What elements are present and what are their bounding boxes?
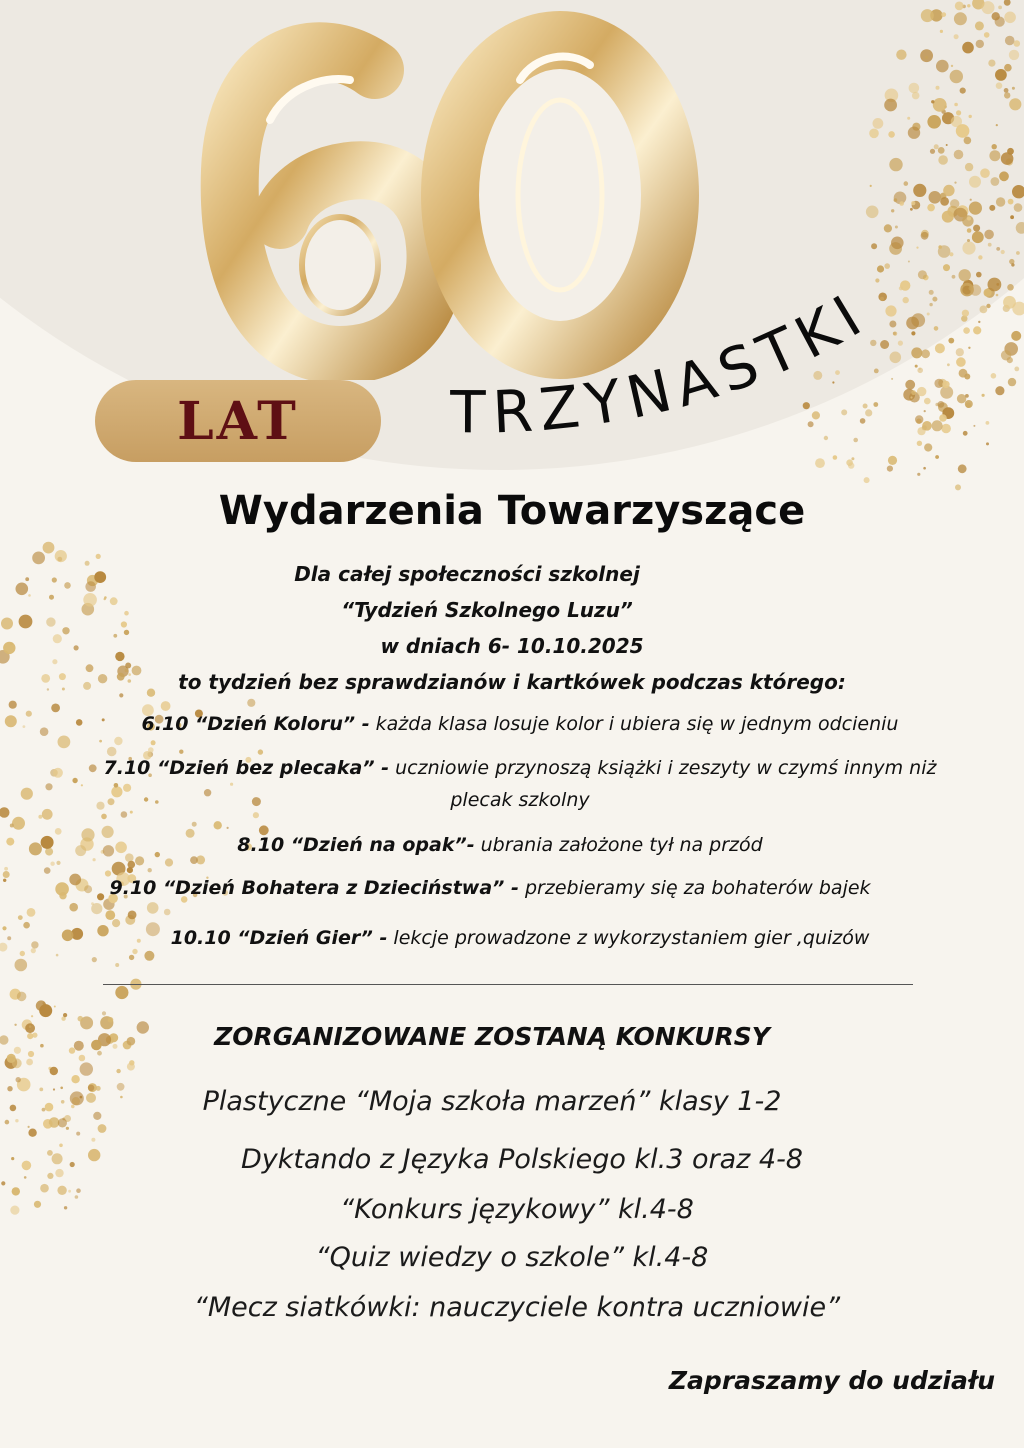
day-title: 8.10 “Dzień na opak”- (237, 834, 475, 856)
event-intro (0, 556, 1024, 700)
intro-line: w dniach 6- 10.10.2025 (380, 634, 644, 658)
day-description: ubrania założone tył na przód (480, 834, 763, 856)
intro-line: to tydzień bez sprawdzianów i kartkówek podczas którego: (178, 670, 846, 694)
day-description: przebieramy się za bohaterów bajek (524, 877, 871, 899)
contest-item: Dyktando z Języka Polskiego kl.3 oraz 4-8 (241, 1144, 803, 1175)
day-item (90, 922, 950, 954)
day-item (40, 829, 960, 861)
day-item (60, 752, 980, 816)
day-item (60, 708, 980, 740)
day-title: 9.10 “Dzień Bohatera z Dzieciństwa” - (109, 877, 519, 899)
contest-item: “Konkurs językowy” kl.4-8 (340, 1194, 694, 1225)
contest-item: “Quiz wiedzy o szkole” kl.4-8 (315, 1242, 709, 1273)
intro-line: Dla całej społeczności szkolnej (294, 562, 640, 586)
day-title: 7.10 “Dzień bez plecaka” - (103, 757, 390, 779)
contest-item: “Mecz siatkówki: nauczyciele kontra uczniowie” (193, 1292, 841, 1323)
day-title: 6.10 “Dzień Koloru” - (141, 713, 370, 735)
contest-item: Plastyczne “Moja szkoła marzeń” klasy 1-2 (202, 1086, 782, 1117)
page-heading: Wydarzenia Towarzyszące (218, 488, 806, 534)
day-title: 10.10 “Dzień Gier” - (170, 927, 388, 949)
divider-left (103, 984, 489, 985)
arc-title-trzynastki (430, 190, 990, 490)
intro-line: “Tydzień Szkolnego Luzu” (341, 598, 633, 622)
day-description-continued: plecak szkolny (450, 789, 590, 811)
day-description: każda klasa losuje kolor i ubiera się w jednym odcieniu (375, 713, 899, 735)
invitation-text: Zapraszamy do udziału (668, 1366, 995, 1395)
day-item (30, 872, 950, 904)
lat-badge: LAT (95, 380, 381, 462)
day-description: uczniowie przynoszą książki i zeszyty w czymś innym niż (395, 757, 937, 779)
day-description: lekcje prowadzone z wykorzystaniem gier ,quizów (393, 927, 870, 949)
divider-right (489, 984, 913, 985)
contests-heading: ZORGANIZOWANE ZOSTANĄ KONKURSY (214, 1022, 770, 1051)
svg-text:TRZYNASTKI: TRZYNASTKI (450, 278, 879, 447)
